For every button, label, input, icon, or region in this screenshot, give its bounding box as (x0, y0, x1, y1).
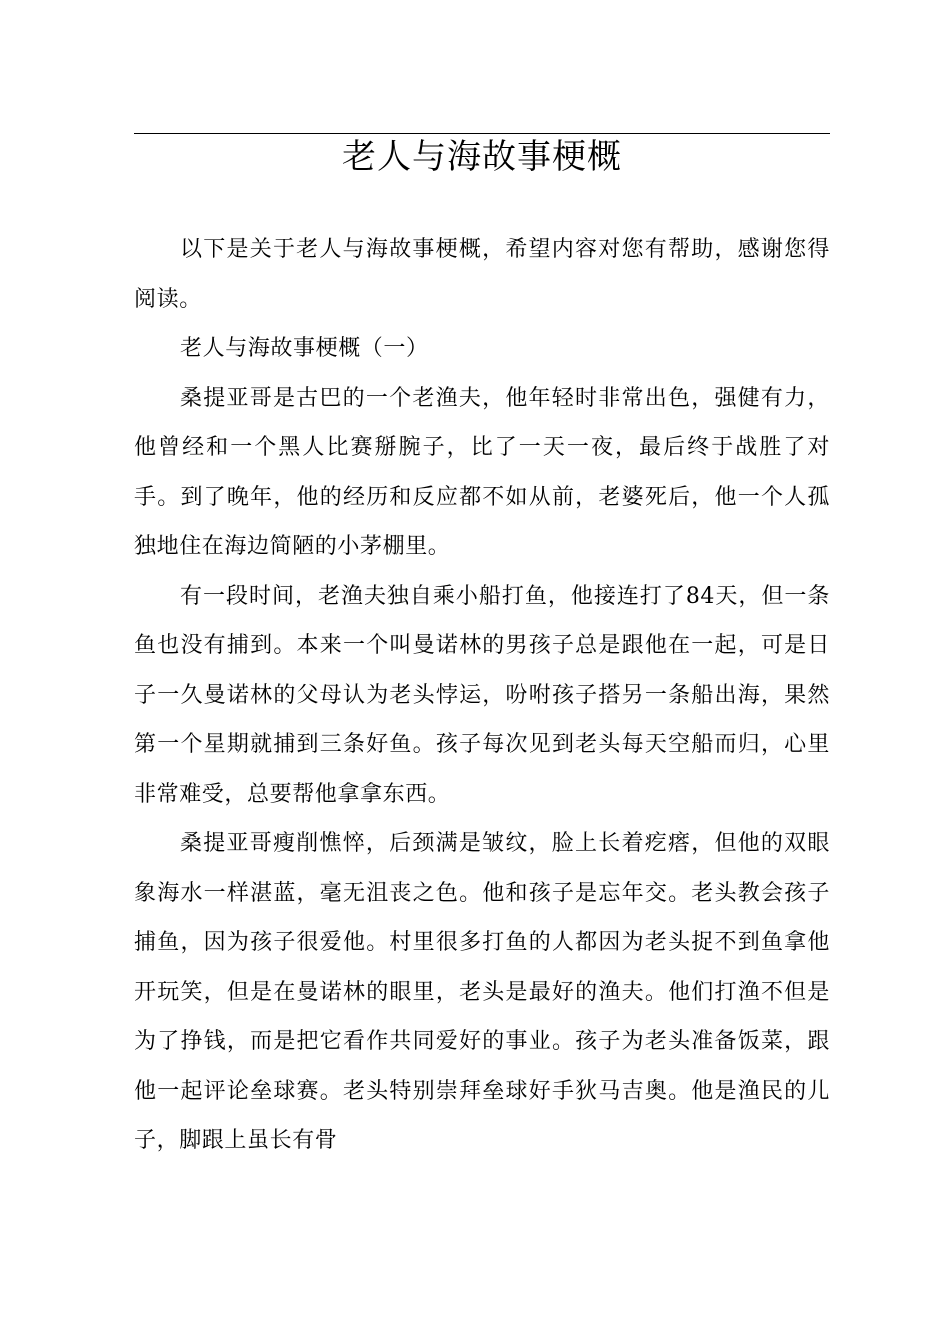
body-paragraph: 桑提亚哥是古巴的一个老渔夫，他年轻时非常出色，强健有力，他曾经和一个黑人比赛掰腕子，比了一天一夜，最后终于战胜了对手。到了晚年，他的经历和反应都不如从前，老婆死后，他一个人孤独地住在海边简陋的小茅棚里。 (134, 385, 830, 559)
document-title: 老人与海故事梗概 (342, 137, 622, 177)
intro-paragraph: 以下是关于老人与海故事梗概，希望内容对您有帮助，感谢您得阅读。 (134, 237, 830, 312)
document-body (134, 225, 830, 1166)
section-heading: 老人与海故事梗概（一） (180, 336, 429, 361)
body-paragraph: 有一段时间，老渔夫独自乘小船打鱼，他接连打了84天，但一条鱼也没有捕到。本来一个叫曼诺林的男孩子总是跟他在一起，可是日子一久曼诺林的父母认为老头悖运，吩咐孩子搭另一条船出海，果然第一个星期就捕到三条好鱼。孩子每次见到老头每天空船而归，心里非常难受，总要帮他拿拿东西。 (134, 583, 830, 807)
body-paragraph: 桑提亚哥瘦削憔悴，后颈满是皱纹，脸上长着疙瘩，但他的双眼象海水一样湛蓝，毫无沮丧之色。他和孩子是忘年交。老头教会孩子捕鱼，因为孩子很爱他。村里很多打鱼的人都因为老头捉不到鱼拿他开玩笑，但是在曼诺林的眼里，老头是最好的渔夫。他们打渔不但是为了挣钱，而是把它看作共同爱好的事业。孩子为老头准备饭菜，跟他一起评论垒球赛。老头特别崇拜垒球好手狄马吉奥。他是渔民的儿子，脚跟上虽长有骨 (134, 831, 830, 1153)
